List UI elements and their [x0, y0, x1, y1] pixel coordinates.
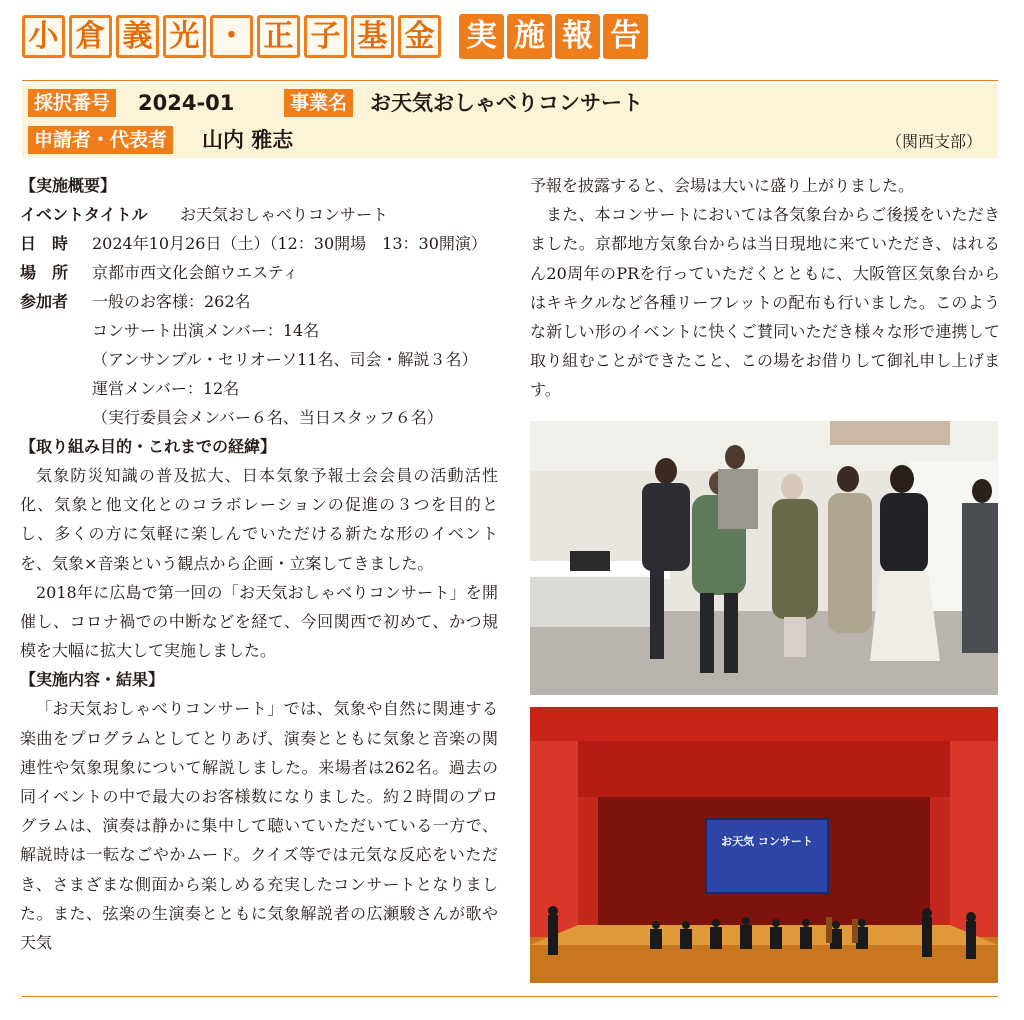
stage-screen-text: お天気 コンサート [721, 835, 813, 848]
title-char: 子 [304, 15, 347, 58]
title-char: 金 [398, 15, 441, 58]
header-divider [22, 80, 998, 81]
participants-staff-detail: （実行委員会メンバー６名、当日スタッフ６名） [92, 408, 443, 427]
left-column [20, 171, 498, 957]
participants-general: 一般のお客様：262名 [92, 292, 251, 311]
history-paragraph: 2018年に広島で第一回の「お天気おしゃべりコンサート」を開催し、コロナ禍での中断などを経て、今回関西で初めて、かつ規模を大幅に拡大して実施しました。 [20, 582, 498, 661]
results-paragraph-continued: 予報を披露すると、会場は大いに盛り上がりました。 [530, 176, 915, 195]
participants-row [20, 287, 498, 316]
date-row [20, 229, 498, 258]
report-char: 報 [555, 14, 600, 59]
title-char: 小 [22, 15, 65, 58]
right-column [530, 171, 1000, 405]
branch-name: （関西支部） [885, 132, 982, 151]
place-key: 場 所 [20, 263, 69, 282]
place-value: 京都市西文化会館ウエスティ [92, 263, 299, 282]
title-char: 義 [116, 15, 159, 58]
title-char: 光 [163, 15, 206, 58]
overview-heading: 【実施概要】 [20, 176, 117, 195]
report-char: 告 [603, 14, 648, 59]
title-char: 基 [351, 15, 394, 58]
results-heading: 【実施内容・結果】 [20, 670, 165, 690]
project-name: お天気おしゃべりコンサート [370, 91, 643, 115]
place-row [20, 258, 498, 287]
participants-row [20, 374, 498, 403]
date-value: 2024年10月26日（土）（12：30開場 13：30開演） [92, 234, 487, 253]
participants-performers-detail: （アンサンブル・セリオーソ11名、司会・解説３名） [92, 350, 478, 369]
foundation-name [22, 15, 445, 58]
applicant-name: 山内 雅志 [202, 128, 294, 152]
reception-photo [530, 421, 998, 695]
page-title [22, 10, 651, 62]
project-info-box [22, 84, 998, 158]
report-char: 実 [459, 14, 504, 59]
title-char: 倉 [69, 15, 112, 58]
participants-staff: 運営メンバー：12名 [92, 379, 240, 398]
date-key: 日 時 [20, 234, 69, 253]
participants-row [20, 316, 498, 345]
participants-row [20, 403, 498, 432]
support-paragraph: また、本コンサートにおいては各気象台からご後援をいただきました。京都地方気象台からは当日現地に来ていただき、はれるん20周年のPRを行っていただくとともに、大阪管区気象台からはキキクルなど各種リーフレットの配布も行いました。このような新しい形のイベントに快くご賛同いただき様々な形で連携して取り組むことができたこと、この場をお借りして御礼申し上げます。 [530, 205, 1000, 400]
adoption-number-label: 採択番号 [28, 89, 116, 117]
event-title-row [20, 200, 498, 229]
applicant-label: 申請者・代表者 [28, 126, 173, 154]
adoption-number: 2024-01 [138, 91, 235, 115]
concert-hall-photo [530, 707, 998, 983]
event-title-key: イベントタイトル [20, 205, 148, 224]
participants-key: 参加者 [20, 292, 69, 311]
purpose-heading: 【取り組み目的・これまでの経緯】 [20, 437, 277, 456]
purpose-paragraph: 気象防災知識の普及拡大、日本気象予報士会会員の活動活性化、気象と他文化とのコラボレーションの促進の３つを目的とし、多くの方に気軽に楽しんでいただける新たな形のイベントを、気象×音楽という観点から企画・立案してきました。 [20, 466, 498, 573]
participants-row [20, 345, 498, 374]
event-title-value: お天気おしゃべりコンサート [180, 205, 389, 224]
title-char: ・ [210, 15, 253, 58]
title-char: 正 [257, 15, 300, 58]
results-paragraph: 「お天気おしゃべりコンサート」では、気象や自然に関連する楽曲をプログラムとしてとりあげ、演奏とともに気象と音楽の関連性や気象現象について解説しました。来場者は262名。過去の同イベントの中で最大のお客様数になりました。約２時間のプログラムは、演奏は静かに集中して聴いていただいている一方で、解説時は一転なごやかムード。クイズ等では元気な反応をいただき、さまざまな側面から楽しめる充実したコンサートとなりました。また、弦楽の生演奏とともに気象解説者の広瀬駿さんが歌や天気 [20, 699, 498, 953]
report-char: 施 [507, 14, 552, 59]
report-label [459, 14, 651, 59]
project-name-label: 事業名 [284, 89, 353, 117]
participants-performers: コンサート出演メンバー：14名 [92, 321, 320, 340]
footer-divider [22, 996, 998, 997]
